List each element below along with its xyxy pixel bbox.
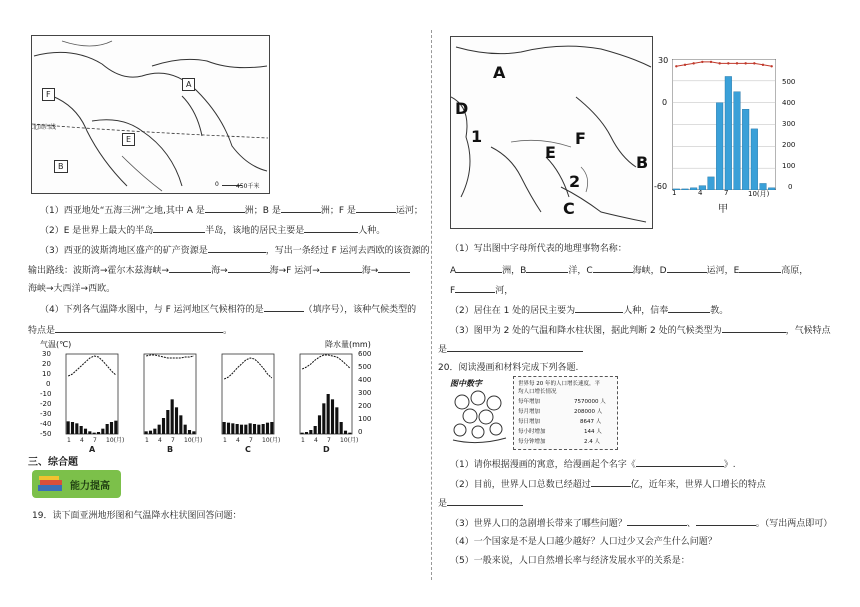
map2-label-f: F	[575, 129, 586, 148]
precip-tick: 600	[358, 350, 372, 358]
map2-label-c: C	[563, 199, 575, 218]
precip-bar	[270, 422, 273, 434]
stats-row-value: 144 人	[584, 429, 602, 435]
precip-bar	[158, 425, 161, 434]
right-p1: （1）请你根据漫画的寓意，给漫画起个名字《 》.	[450, 457, 736, 471]
jia-precip-tick: 500	[782, 78, 796, 86]
jia-temp-tick: -60	[654, 182, 668, 191]
right-axis-title: 降水量(mm)	[325, 340, 371, 349]
right-q1-line3: F 河，	[450, 283, 513, 297]
precip-bar	[223, 422, 226, 434]
precip-axis	[358, 350, 380, 450]
panel-label: A	[89, 445, 96, 454]
precip-bar	[231, 423, 234, 434]
left-q2: （2）E 是世界上最大的半岛 半岛，该地的居民主要是 人种。	[40, 223, 385, 237]
temp-axis	[40, 350, 60, 450]
precip-bar	[249, 423, 252, 434]
month-tick: 1	[301, 437, 305, 444]
right-q1-line1: （1）写出图中字母所代表的地理事物名称：	[450, 244, 627, 254]
temp-line	[302, 355, 350, 369]
stats-rows	[518, 397, 614, 447]
precip-bar	[101, 429, 104, 434]
cartoon-title: 图中数字	[450, 379, 482, 388]
panel-label: D	[323, 445, 330, 454]
precip-tick: 400	[358, 376, 372, 384]
stats-row-value: 208000 人	[574, 409, 603, 415]
climate-panel-a	[66, 354, 124, 454]
precip-bar	[301, 433, 304, 434]
temp-tick: -40	[40, 420, 52, 428]
panel-label: C	[245, 445, 251, 454]
jia-month-tick: 1	[672, 189, 677, 197]
climate-panel-d	[300, 354, 358, 454]
jia-temp-tick: 0	[662, 98, 668, 107]
right-q3-line2: 是	[438, 342, 583, 356]
temp-tick: -50	[40, 430, 52, 438]
stats-row-key: 每分钟增加	[518, 439, 546, 445]
month-tick: 10(月)	[262, 437, 281, 444]
jia-temp-point	[744, 62, 746, 64]
left-q3-line1: （3）西亚的波斯湾地区盛产的矿产资源是 ，写出一条经过 F 运河去西欧的该资源的	[40, 243, 430, 257]
q19: 19．读下面亚洲地形图和气温降水柱状图回答问题：	[32, 511, 242, 521]
jia-precip-bar	[734, 92, 741, 190]
jia-month-tick: 10(月)	[748, 190, 770, 198]
column-divider	[431, 30, 432, 580]
month-tick: 7	[171, 437, 175, 444]
stats-row	[518, 397, 614, 407]
precip-bar	[188, 430, 191, 434]
right-p2-line1: （2）目前，世界人口总数已经超过 亿，近年来，世界人口增长的特点	[450, 477, 766, 491]
precip-bar	[179, 415, 182, 434]
precip-bar	[80, 426, 83, 434]
jia-temp-point	[718, 62, 720, 64]
jia-precip-tick: 300	[782, 120, 796, 128]
precip-bar	[257, 425, 260, 434]
jia-temp-point	[736, 62, 738, 64]
precip-bar	[175, 407, 178, 434]
section-title: 三、综合题	[28, 457, 78, 468]
month-tick: 7	[327, 437, 331, 444]
month-tick: 7	[93, 437, 97, 444]
precip-bar	[162, 418, 165, 434]
precip-tick: 500	[358, 363, 372, 371]
stats-row-value: 2.4 人	[584, 439, 600, 445]
precip-bar	[348, 433, 351, 434]
jia-temp-point	[753, 62, 755, 64]
jia-temp-line	[676, 62, 771, 66]
jia-temp-point	[762, 64, 764, 66]
climate-charts	[40, 339, 380, 454]
jia-temp-point	[710, 61, 712, 63]
precip-bar	[153, 429, 156, 434]
map1-label-b: B	[54, 160, 68, 173]
stats-row-key: 每小时增加	[518, 429, 546, 435]
left-axis-title: 气温(℃)	[40, 340, 72, 349]
precip-bar	[253, 424, 256, 434]
stats-row	[518, 407, 614, 417]
jia-precip-bar	[716, 103, 723, 190]
precip-bar	[75, 423, 78, 434]
jia-caption: 甲	[718, 204, 728, 215]
month-tick: 10(月)	[106, 437, 125, 444]
map2-label-e: E	[545, 143, 556, 162]
precip-bar	[145, 431, 148, 434]
stats-box-title: 世界每 20 年的人口增长速度，平	[518, 381, 600, 387]
precip-bar	[184, 425, 187, 434]
precip-tick: 200	[358, 402, 372, 410]
temp-line	[68, 356, 116, 376]
tropic-label: 北回归线	[32, 124, 57, 131]
precip-bar	[344, 431, 347, 434]
right-p5: （5）一般来说，人口自然增长率与经济发展水平的关系是：	[450, 556, 690, 566]
jia-temp-point	[684, 64, 686, 66]
stats-row-value: 7570000 人	[574, 399, 606, 405]
population-stats-box	[513, 376, 618, 450]
west-asia-map-drawing	[32, 36, 269, 193]
ability-badge	[32, 470, 121, 498]
books-icon	[38, 476, 64, 492]
precip-bar	[240, 425, 243, 434]
jia-chart	[654, 56, 804, 216]
jia-temp-point	[692, 62, 694, 64]
left-q4-line2: 特点是 。	[28, 323, 232, 337]
left-q4-line1: （4）下列各气温降水图中，与 F 运河地区气候相符的是 （填序号），该种气候类型的	[40, 302, 416, 316]
climate-panel-b	[144, 354, 202, 454]
month-tick: 1	[223, 437, 227, 444]
right-q1-line2: A 洲，B 洋，C 海峡，D 运河，E 高原，	[450, 263, 808, 277]
right-p2-line2: 是	[438, 496, 523, 510]
month-tick: 10(月)	[184, 437, 203, 444]
jia-temp-point	[701, 61, 703, 63]
map1-label-e: E	[122, 133, 135, 146]
map1-label-a: A	[182, 78, 195, 91]
left-q1: （1）西亚地处“五海三洲”之地,其中 A 是 洲；B 是 洲；F 是 运河；	[40, 203, 423, 217]
west-asia-map	[31, 35, 270, 194]
jia-precip-bar	[742, 109, 749, 190]
temp-tick: -10	[40, 390, 52, 398]
precip-bar	[340, 422, 343, 434]
jia-temp-point	[727, 62, 729, 64]
scale-text: 450千米	[236, 183, 260, 190]
jia-precip-tick: 0	[788, 183, 793, 191]
stats-row	[518, 427, 614, 437]
jia-temp-point	[675, 65, 677, 67]
month-tick: 7	[249, 437, 253, 444]
precip-bar	[314, 426, 317, 434]
map2-label-1: 1	[471, 127, 483, 146]
panel-label: B	[167, 445, 174, 454]
stats-row-key: 每月增加	[518, 409, 541, 415]
jia-month-tick: 7	[724, 189, 729, 197]
precip-bar	[192, 431, 195, 434]
cartoon-figure	[448, 378, 510, 444]
temp-tick: -30	[40, 410, 52, 418]
precip-bar	[305, 432, 308, 434]
right-q2: （2）居住在 1 处的居民主要为 人种，信奉 教。	[450, 303, 728, 317]
temp-tick: 30	[42, 350, 51, 358]
precip-bar	[97, 432, 100, 434]
precip-bar	[262, 424, 265, 434]
precip-bar	[335, 407, 338, 434]
precip-bar	[93, 433, 96, 434]
crowd-drawing	[448, 388, 510, 444]
precip-bar	[266, 423, 269, 434]
q20: 20．阅读漫画和材料完成下列各题.	[438, 363, 579, 373]
map2-label-a: A	[493, 63, 506, 82]
stats-row-key: 每日增加	[518, 419, 541, 425]
month-tick: 1	[145, 437, 149, 444]
month-tick: 4	[236, 437, 240, 444]
precip-bar	[166, 410, 169, 434]
precip-bar	[84, 429, 87, 434]
precip-bar	[309, 430, 312, 434]
panel-frame	[222, 354, 274, 434]
map2-label-2: 2	[569, 172, 581, 191]
precip-bar	[149, 431, 152, 434]
temp-tick: -20	[40, 400, 52, 408]
jia-precip-tick: 100	[782, 162, 796, 170]
stats-row-key: 每年增加	[518, 399, 541, 405]
stats-row	[518, 437, 614, 447]
month-tick: 10(月)	[340, 437, 358, 444]
precip-tick: 100	[358, 415, 372, 423]
precip-bar	[110, 422, 113, 434]
jia-temp-point	[770, 65, 772, 67]
temp-tick: 10	[42, 370, 51, 378]
precip-bar	[88, 431, 91, 434]
precip-bar	[318, 415, 321, 434]
jia-chart-svg	[672, 59, 776, 190]
precip-bar	[106, 424, 109, 434]
month-tick: 4	[158, 437, 162, 444]
left-q3-line2: 输出路线：波斯湾→霍尔木兹海峡→ 海→ 海→F 运河→ 海→	[28, 263, 410, 277]
precip-bar	[322, 403, 325, 434]
precip-bar	[327, 394, 330, 434]
map2-label-b: B	[636, 153, 649, 172]
month-tick: 1	[67, 437, 71, 444]
precip-bar	[227, 423, 230, 434]
temp-line	[146, 355, 194, 358]
temp-tick: 0	[46, 380, 51, 388]
right-p3: （3）世界人口的急剧增长带来了哪些问题？ 、 。（写出两点即可）	[450, 516, 832, 530]
map2-label-d: D	[455, 99, 469, 118]
month-tick: 4	[314, 437, 318, 444]
precip-bar	[171, 399, 174, 434]
badge-text: 能力提高	[70, 481, 110, 492]
jia-precip-bar	[690, 188, 697, 190]
precip-bar	[114, 421, 117, 434]
precip-bar	[71, 422, 74, 434]
stats-row-value: 8647 人	[580, 419, 602, 425]
map1-label-f: F	[42, 88, 55, 101]
precip-bar	[331, 399, 334, 434]
precip-bar	[244, 425, 247, 434]
precip-bar	[67, 421, 70, 434]
precip-tick: 300	[358, 389, 372, 397]
stats-row	[518, 417, 614, 427]
temp-tick: 20	[42, 360, 51, 368]
asia-map	[450, 36, 653, 229]
climate-panel-c	[222, 354, 280, 454]
right-p4: （4）一个国家是不是人口越少越好？人口过少又会产生什么问题？	[450, 537, 717, 547]
right-q3-line1: （3）图甲为 2 处的气温和降水柱状图，据此判断 2 处的气候类型为 ，气候特点	[450, 323, 831, 337]
jia-precip-bar	[708, 177, 715, 190]
jia-temp-tick: 30	[658, 56, 669, 65]
jia-precip-tick: 400	[782, 99, 796, 107]
jia-precip-bar	[682, 189, 689, 190]
precip-tick: 0	[358, 428, 363, 436]
left-q3-line3: 海峡→大西洋→西欧。	[28, 284, 116, 294]
jia-precip-tick: 200	[782, 141, 796, 149]
jia-precip-bar	[725, 76, 732, 190]
stats-box-subtitle: 均人口增长情况	[518, 389, 557, 395]
panel-frame	[144, 354, 196, 434]
climate-panels-svg	[62, 352, 358, 454]
scale-zero: 0	[215, 181, 219, 188]
month-tick: 4	[80, 437, 84, 444]
jia-month-tick: 4	[698, 189, 703, 197]
precip-bar	[236, 424, 239, 434]
temp-line	[224, 358, 272, 379]
jia-precip-bar	[751, 129, 758, 190]
